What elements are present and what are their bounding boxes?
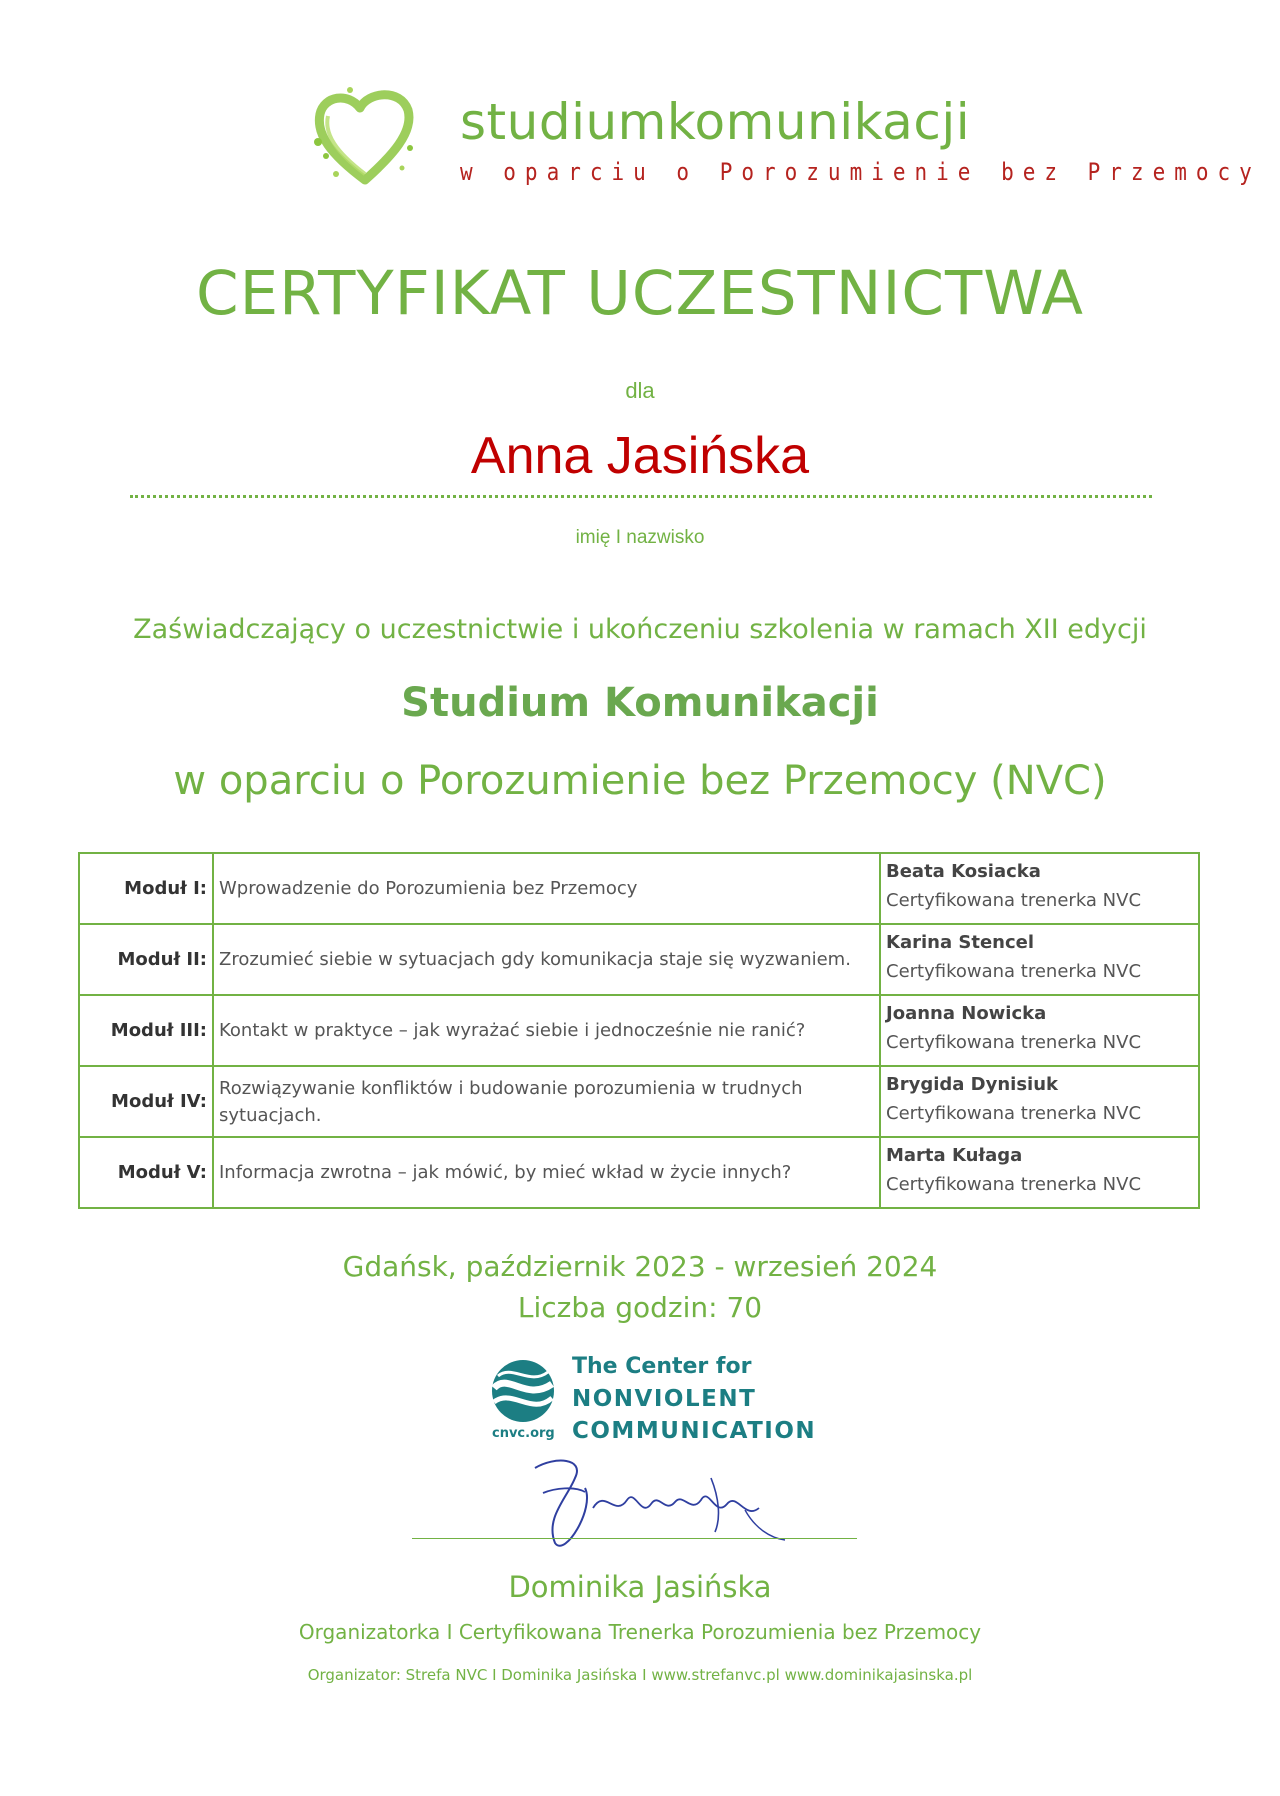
- module-label: Moduł V:: [79, 1137, 213, 1208]
- signer-name: Dominika Jasińska: [508, 1570, 772, 1604]
- signer-role: Organizatorka I Certyfikowana Trenerka Porozumienia bez Przemocy: [298, 1620, 982, 1644]
- table-row: [79, 1137, 1199, 1208]
- trainer-role: Certyfikowana trenerka NVC: [886, 1174, 1142, 1195]
- table-row: [79, 1066, 1199, 1137]
- hours-count: Liczba godzin: 70: [517, 1291, 763, 1324]
- name-caption: imię I nazwisko: [575, 527, 705, 548]
- trainer-name: Marta Kułaga: [886, 1145, 1023, 1166]
- name-dotted-line: [130, 495, 1152, 498]
- trainer-role: Certyfikowana trenerka NVC: [886, 961, 1142, 982]
- module-label: Moduł III:: [79, 995, 213, 1066]
- table-row: [79, 995, 1199, 1066]
- trainer-role: Certyfikowana trenerka NVC: [886, 890, 1142, 911]
- course-subtitle: w oparciu o Porozumienie bez Przemocy (NVC): [173, 758, 1107, 804]
- cnvc-org-label: cnvc.org: [492, 1426, 555, 1441]
- module-trainer-cell: [880, 924, 1199, 995]
- footer-organizer: Organizator: Strefa NVC I Dominika Jasińska I www.strefanvc.pl www.dominikajasinska.pl: [307, 1666, 973, 1684]
- trainer-name: Beata Kosiacka: [886, 861, 1041, 882]
- table-row: [79, 924, 1199, 995]
- module-label: Moduł I:: [79, 853, 213, 924]
- trainer-role: Certyfikowana trenerka NVC: [886, 1103, 1142, 1124]
- place-and-date: Gdańsk, październik 2023 - wrzesień 2024: [342, 1250, 938, 1283]
- trainer-name: Brygida Dynisiuk: [886, 1074, 1059, 1095]
- module-trainer-cell: [880, 995, 1199, 1066]
- modules-table: [78, 852, 1200, 1209]
- module-description: Wprowadzenie do Porozumienia bez Przemocy: [213, 853, 880, 924]
- cnvc-logo-icon: [490, 1358, 556, 1424]
- handwritten-signature: [515, 1448, 795, 1563]
- logo-tagline: w oparciu o Porozumienie bez Przemocy: [460, 158, 1261, 186]
- module-description: Kontakt w praktyce – jak wyrażać siebie i jednocześnie nie ranić?: [213, 995, 880, 1066]
- participant-name: Anna Jasińska: [470, 427, 810, 485]
- module-trainer-cell: [880, 1137, 1199, 1208]
- heart-logo-icon: [310, 82, 420, 192]
- certificate-title: CERTYFIKAT UCZESTNICTWA: [196, 258, 1084, 329]
- cnvc-name-line3: COMMUNICATION: [572, 1418, 817, 1444]
- table-row: [79, 853, 1199, 924]
- logo-brand-text: studiumkomunikacji: [460, 93, 971, 151]
- module-description: Informacja zwrotna – jak mówić, by mieć wkład w życie innych?: [213, 1137, 880, 1208]
- for-label: dla: [625, 378, 655, 403]
- module-description: Rozwiązywanie konfliktów i budowanie porozumienia w trudnych sytuacjach.: [213, 1066, 880, 1137]
- trainer-name: Joanna Nowicka: [886, 1003, 1047, 1024]
- cnvc-name-line1: The Center for: [572, 1354, 752, 1379]
- certificate-statement: Zaświadczający o uczestnictwie i ukończeniu szkolenia w ramach XII edycji: [133, 614, 1147, 645]
- module-label: Moduł IV:: [79, 1066, 213, 1137]
- module-trainer-cell: [880, 1066, 1199, 1137]
- trainer-role: Certyfikowana trenerka NVC: [886, 1032, 1142, 1053]
- module-label: Moduł II:: [79, 924, 213, 995]
- trainer-name: Karina Stencel: [886, 932, 1035, 953]
- course-name: Studium Komunikacji: [401, 680, 879, 726]
- module-description: Zrozumieć siebie w sytuacjach gdy komunikacja staje się wyzwaniem.: [213, 924, 880, 995]
- cnvc-name-line2: NONVIOLENT: [572, 1386, 757, 1412]
- module-trainer-cell: [880, 853, 1199, 924]
- signature-line: [412, 1538, 857, 1539]
